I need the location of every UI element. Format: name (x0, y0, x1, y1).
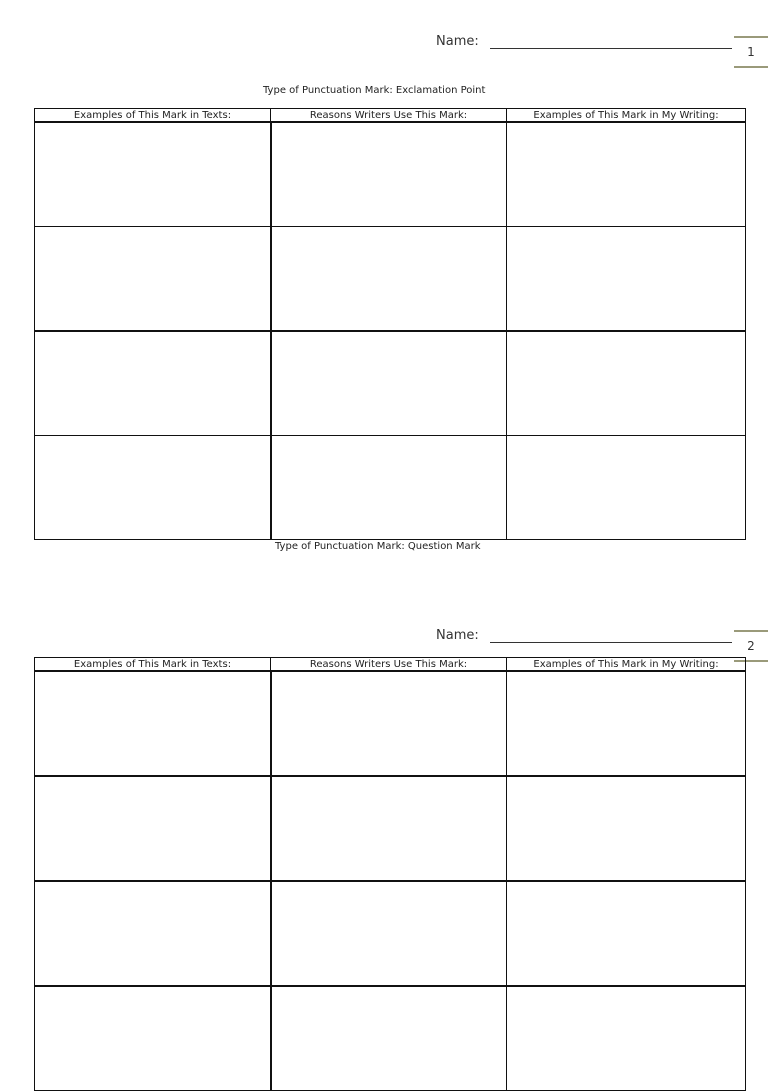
table-cell[interactable] (271, 776, 507, 881)
table-cell[interactable] (507, 227, 746, 332)
table-cell[interactable] (35, 776, 271, 881)
table-row (35, 227, 746, 332)
table-row (35, 122, 746, 227)
table-cell[interactable] (35, 436, 271, 540)
table-cell[interactable] (271, 331, 507, 436)
table-cell[interactable] (35, 986, 271, 1091)
table-cell[interactable] (507, 986, 746, 1091)
column-header-examples-texts: Examples of This Mark in Texts: (35, 109, 271, 123)
table-cell[interactable] (35, 881, 271, 986)
name-label: Name: (436, 34, 479, 49)
table-row (35, 436, 746, 540)
page-number: 2 (747, 639, 755, 653)
name-field-2[interactable] (436, 628, 479, 643)
page-number-tab (734, 36, 768, 68)
table-cell[interactable] (507, 776, 746, 881)
table-cell[interactable] (35, 671, 271, 776)
punctuation-table-1 (34, 108, 746, 540)
column-header-examples-my-writing: Examples of This Mark in My Writing: (507, 109, 746, 123)
table-cell[interactable] (35, 122, 271, 227)
table-row (35, 331, 746, 436)
table-cell[interactable] (271, 122, 507, 227)
table-header-row (35, 658, 746, 672)
table-cell[interactable] (507, 436, 746, 540)
table-cell[interactable] (271, 227, 507, 332)
table-cell[interactable] (35, 227, 271, 332)
table-row (35, 671, 746, 776)
page-number: 1 (747, 45, 755, 59)
punctuation-type-caption: Type of Punctuation Mark: Exclamation Point (263, 85, 486, 96)
table-cell[interactable] (507, 122, 746, 227)
column-header-reasons: Reasons Writers Use This Mark: (271, 109, 507, 123)
table-cell[interactable] (271, 436, 507, 540)
table-cell[interactable] (271, 671, 507, 776)
table-cell[interactable] (507, 881, 746, 986)
column-header-reasons: Reasons Writers Use This Mark: (271, 658, 507, 672)
table-row (35, 986, 746, 1091)
name-underline[interactable] (490, 642, 732, 643)
name-field-1[interactable] (436, 34, 479, 49)
table-row (35, 776, 746, 881)
table-cell[interactable] (507, 331, 746, 436)
table-row (35, 881, 746, 986)
punctuation-type-caption: Type of Punctuation Mark: Question Mark (275, 541, 481, 552)
punctuation-table-2 (34, 657, 746, 1091)
table-cell[interactable] (271, 881, 507, 986)
column-header-examples-texts: Examples of This Mark in Texts: (35, 658, 271, 672)
table-header-row (35, 109, 746, 123)
table-cell[interactable] (35, 331, 271, 436)
column-header-examples-my-writing: Examples of This Mark in My Writing: (507, 658, 746, 672)
table-cell[interactable] (271, 986, 507, 1091)
table-cell[interactable] (507, 671, 746, 776)
name-label: Name: (436, 628, 479, 643)
name-underline[interactable] (490, 48, 732, 49)
